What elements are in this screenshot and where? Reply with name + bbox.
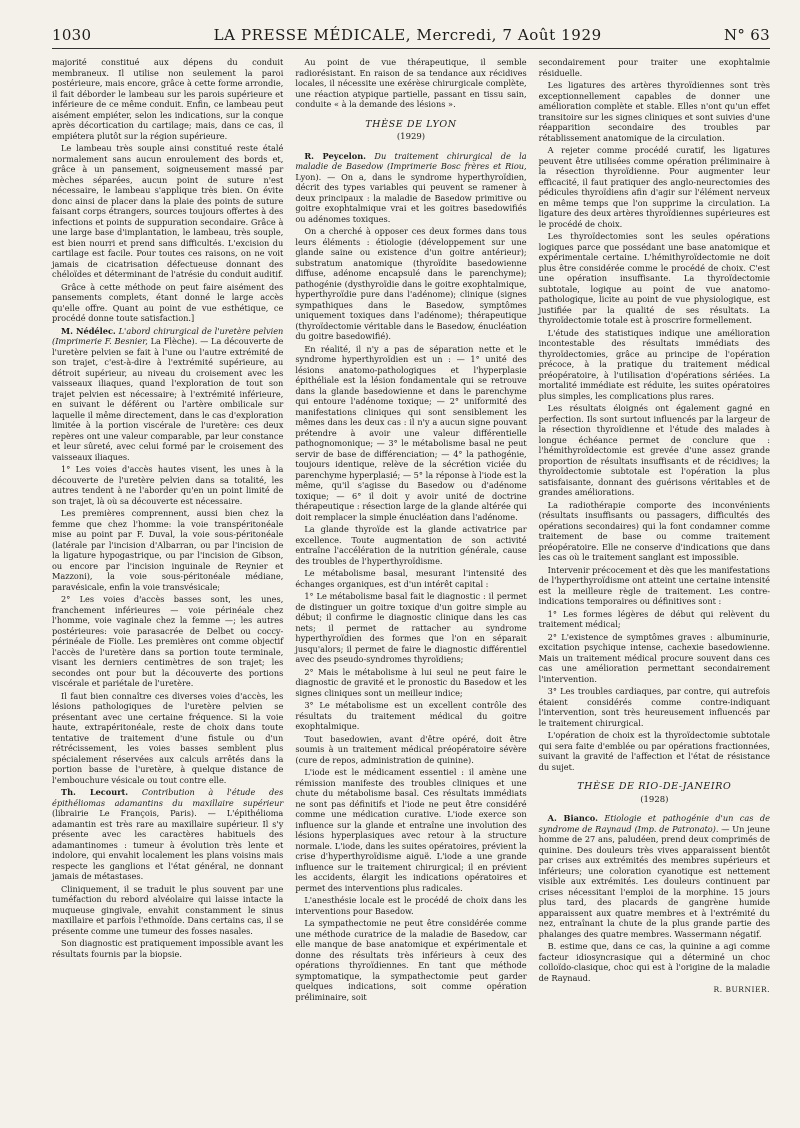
abstract-bianco xyxy=(539,813,770,939)
paragraph: 3° Le métabolisme est un excellent contrôle des résultats du traitement médical du goitre exophtalmique. xyxy=(295,700,527,731)
author: M. Nédélec. xyxy=(61,325,116,336)
author: R. Peycelon. xyxy=(304,150,367,161)
abstract-text: La Flèche). — La découverte de l'uretère pelvien se fait à l'une ou l'autre extrémité de son trajet, c'est-à-dire à l'extrémité supérieure, au détroit supérieur, au niveau du croisement avec les vaisseaux iliaques, quand l'exploration de tout son trajet pelvien est nécessaire; à l'extrémité inférieure, en suivant le déférent ou l'artère ombilicale sur laquelle il même directement, dans le cas d'exploration limitée à la portion viscérale de l'uretère: ces deux repères ont une valeur comparable, par leur constance et leur sûreté, avec celui formé par le croisement des vaisseaux iliaques. xyxy=(52,336,284,462)
paragraph: L'iode est le médicament essentiel : il amène une rémission manifeste des troubles cliniques et une chute du métabolisme basal. Ces résultats immédiats ne sont pas définitifs et l'iode ne peut être considéré comme une médication curative. L'iode exerce son influence sur la glande et entraîne une involution des lésions hyperplasiques avec retour à la structure normale. L'iode, dans les suites opératoires, prévient la crise d'hyperthyroïdisme aiguë. L'iode a une grande influence sur le traitement chirurgical; il en prévient les accidents, élargit les indications opératoires et permet des interventions plus radicales. xyxy=(295,767,527,893)
section-heading: THÈSE DE RIO-DE-JANEIRO xyxy=(577,781,732,792)
paragraph: B. estime que, dans ce cas, la quinine a agi comme facteur idiosyncrasique qui a déterminé un choc colloïdo-clasique, choc qui est à l'origine de la maladie de Raynaud. xyxy=(538,941,770,983)
columns xyxy=(52,57,770,1004)
work-title: Etiologie et pathogénie d'un cas de syndrome de Raynaud xyxy=(538,813,770,834)
running-header xyxy=(52,26,770,44)
issue-number: N° 63 xyxy=(724,26,770,44)
author: Th. Lecourt. xyxy=(61,787,129,797)
publisher: (Imprimerie Bosc frères et Riou, xyxy=(387,161,527,171)
paragraph: Le métabolisme basal, mesurant l'intensité des échanges organiques, est d'un intérêt capital : xyxy=(295,568,527,589)
paragraph: Au point de vue thérapeutique, il semble radiorésistant. En raison de sa tendance aux récidives locales, il nécessite une exérèse chirurgicale complète, une réaction atypique partielle, passant en tissu sain, conduite « à la demande des lésions ». xyxy=(295,57,527,109)
column-2 xyxy=(295,57,526,1004)
paragraph: secondairement pour traiter une exophtalmie résiduelle. xyxy=(538,57,770,78)
section-heading: THÈSE DE LYON xyxy=(365,118,457,130)
abstract-peycelon xyxy=(295,151,526,225)
section-year: (1928) xyxy=(640,794,669,805)
paragraph: Les ligatures des artères thyroïdiennes sont très exceptionnellement capables de donner une amélioration complète et stable. Elles n'ont qu'un effet transitoire sur les signes cliniques et sont suivies d'une réapparition secondaire des troubles par rétablissement anatomique de la circulation. xyxy=(538,80,770,143)
author: A. Bianco. xyxy=(547,813,598,823)
paragraph: La sympathectomie ne peut être considérée comme une méthode curatrice de la maladie de Basedow, car elle manque de base anatomique et expérimentale et donne des résultats très inférieurs à ceux des opérations thyroïdiennes. En tant que méthode symptomatique, la sympathectomie peut garder quelques indications, soit comme opération préliminaire, soit xyxy=(295,918,527,1002)
paragraph: L'anesthésie locale est le procédé de choix dans les interventions pour Basedow. xyxy=(295,895,527,916)
journal-title: LA PRESSE MÉDICALE, Mercredi, 7 Août 1929 xyxy=(213,26,602,44)
abstract-text: (librairie Le François, Paris). — L'épithélioma adamantin est très rare au maxillaire supérieur. Il s'y présente avec les caractères habituels des adamantinomes : tumeur à évolution très lente et indolore, qui envahit localement les plans voisins mais respecte les ganglions et l'état général, ne donnant jamais de métastases. xyxy=(52,808,284,881)
abstract-text: Lyon). — On a, dans le syndrome hyperthyroïdien, décrit des types variables qui peuvent se ramener à deux principaux : la maladie de Basedow primitive ou goitre exophtalmique vrai et les goitres basedowifiés ou adénomes toxiques. xyxy=(295,171,527,224)
paragraph: L'opération de choix est la thyroïdectomie subtotale qui sera faite d'emblée ou par opérations fractionnées, suivant la gravité de l'affection et l'état de résistance du sujet. xyxy=(538,730,770,772)
column-1 xyxy=(52,57,283,1004)
section-year: (1929) xyxy=(396,132,426,142)
paragraph: Son diagnostic est pratiquement impossible avant les résultats fournis par la biopsie. xyxy=(52,938,284,959)
paragraph: 2° L'existence de symptômes graves : albuminurie, excitation psychique intense, cachexie basedowienne. Mais un traitement médical procure souvent dans ces cas une amélioration permettant secondairement l'intervention. xyxy=(538,631,770,684)
paragraph: Tout basedowien, avant d'être opéré, doit être soumis à un traitement médical préopératoire sévère (cure de repos, administration de quinine). xyxy=(295,733,527,765)
header-rule xyxy=(52,48,770,49)
paragraph: On a cherché à opposer ces deux formes dans tous leurs éléments : étiologie (développement sur une glande saine ou existence d'un goitre antérieur); substratum anatomique (thyroïdite basedowienne diffuse, adénome encapsulé dans le parenchyme); pathogénie (dysthyroïdie dans le goitre exophtalmique, hyperthyroïdie pure dans l'adénome); clinique (signes sympathiques dans le Basedow, symptômes uniquement toxiques dans l'adénome); thérapeutique (thyroïdectomie véritable dans le Basedow, énucléation du goitre basedowifié). xyxy=(295,226,527,341)
abstract-nedelec xyxy=(52,326,283,463)
paragraph: A rejeter comme procédé curatif, les ligatures peuvent être utilisées comme opération préliminaire à la résection thyroïdienne. Pour augmenter leur efficacité, il faut pratiquer des anglo-neurectomies des pédicules thyroïdiens afin d'agir sur l'élément nerveux en même temps que l'on supprime la circulation. La ligature des deux artères thyroïdiennes supérieures est le procédé de choix. xyxy=(538,145,770,229)
paragraph: 1° Le métabolisme basal fait le diagnostic : il permet de distinguer un goitre toxique d'un goitre simple au début; il confirme le diagnostic clinique dans les cas nets; il permet de rattacher au syndrome hyperthyroïdien des formes que l'on en séparait jusqu'alors; il permet de faire le diagnostic différentiel avec des pseudo-syndromes thyroïdiens; xyxy=(295,591,527,664)
paragraph: Les premières comprennent, aussi bien chez la femme que chez l'homme: la voie transpéritonéale mise au point par F. Duval, la voie sous-péritonéale (latérale par l'incision d'Albarran, ou par l'incision de la ligature hypogastrique, ou par l'incision de Gibson, ou encore par l'incision inguinale de Reynier et Mazzoni), la voie sous-péritonéale médiane, paravésicale, enfin la voie transvésicale; xyxy=(52,508,284,592)
paragraph: Intervenir précocement et dès que les manifestations de l'hyperthyroïdisme ont atteint une certaine intensité est la meilleure règle de traitement. Les contre-indications temporaires ou définitives sont : xyxy=(538,564,770,606)
publisher: (Imprimerie F. Besnier, xyxy=(52,336,148,346)
publisher: (Imp. de Patronato). xyxy=(634,823,719,834)
paragraph: Le lambeau très souple ainsi constitué reste étalé normalement sans aucun enroulement des bords et, grâce à un pansement, soigneusement massé par mèches séparées, aucun point de suture n'est nécessaire, le lambeau s'applique très bien. On évite donc ainsi de placer dans la plaie des points de suture faisant corps étrangers, sources toujours offertes à des infections et points de suppuration secondaire. Grâce à une large base d'implantation, le lambeau, très souple, est bien nourri et prend sans difficultés. L'excision du cartilage est facile. Pour toutes ces raisons, on ne voit jamais de cicatrisation défectueuse donnant des chéloïdes et déterminant de l'atrésie du conduit auditif. xyxy=(52,143,284,279)
abstract-text: — Un jeune homme de 27 ans, paludéen, prend deux comprimés de quinine. Des douleurs très vives apparaissent bientôt par crises aux extrémités des membres supérieurs et inférieurs; une coloration cyanotique est nettement visible aux extrémités. Les douleurs continuent par crises nécessitant l'emploi de la morphine. 15 jours plus tard, des placards de gangrène humide apparaissent aux quatre membres et à l'extrémité du nez, entraînant la chute de la plus grande partie des phalanges des quatre membres. Wassermann négatif. xyxy=(538,823,770,939)
paragraph: La radiothérapie comporte des inconvénients (résultats insuffisants ou passagers, difficultés des opérations secondaires) qui la font condamner comme traitement de base ou comme traitement préopératoire. Elle ne conserve d'indications que dans les cas où le traitement sanglant est impossible. xyxy=(538,499,770,562)
paragraph: L'étude des statistiques indique une amélioration incontestable des résultats immédiats des thyroïdectomies, grâce au principe de l'opération précoce, à la pratique du traitement médical préopératoire, à l'utilisation d'opérations sériées. La mortalité immédiate est réduite, les suites opératoires plus simples, les complications plus rares. xyxy=(538,327,770,401)
work-title: L'abord chirurgical de l'uretère pelvien xyxy=(118,325,284,336)
paragraph: 2° Les voies d'accès basses sont, les unes, franchement inférieures — voie périnéale chez l'homme, voie vaginale chez la femme —; les autres postérieures: voie parasacrée de Delbet ou coccy-périnéale de Fiolle. Les premières ont comme objectif l'accès de l'uretère dans sa portion toute terminale, visant les derniers centimètres de son trajet; les secondes ont pour but la découverte des portions viscérale et pariétale de l'uretère. xyxy=(52,594,284,688)
paragraph: Les thyroïdectomies sont les seules opérations logiques parce que possédant une base anatomique et expérimentale certaine. L'hémithyroïdectomie ne doit plus être considérée comme le procédé de choix. C'est une opération insuffisante. La thyroïdectomie subtotale, logique au point de vue anatomo-pathologique, licite au point de vue physiologique, est justifiée par la qualité de ses résultats. La thyroïdectomie totale est à proscrire formellement. xyxy=(538,231,770,325)
paragraph: Grâce à cette méthode on peut faire aisément des pansements complets, étant donné le large accès qu'elle offre. Quant au point de vue esthétique, ce procédé donne toute satisfaction.] xyxy=(52,281,284,323)
paragraph: 1° Les formes légères de début qui relèvent du traitement médical; xyxy=(538,608,770,629)
paragraph: La glande thyroïde est la glande activatrice par excellence. Toute augmentation de son activité entraîne l'accélération de la nutrition générale, cause des troubles de l'hyperthyroïdisme. xyxy=(295,524,527,566)
work-title: Contribution à l'étude des épithéliomas adamantins du maxillaire supérieur xyxy=(52,787,284,808)
signature: R. BURNIER. xyxy=(713,985,770,994)
paragraph: 1° Les voies d'accès hautes visent, les unes à la découverte de l'uretère pelvien dans sa totalité, les autres tendent à ne l'aborder qu'en un point limité de son trajet, là où sa découverte est nécessaire. xyxy=(52,464,284,506)
paragraph: majorité constitué aux dépens du conduit membraneux. Il utilise non seulement la paroi postérieure, mais encore, grâce à cette forme arrondie, il fait déborder le lambeau sur les parois supérieure et inférieure de ce même conduit. Enfin, ce lambeau peut aisément empiéter, selon les indications, sur la conque après décortication du cartilage; mais, dans ce cas, il empiétera plutôt sur la région supérieure. xyxy=(52,57,284,141)
paragraph: Les résultats éloignés ont également gagné en perfection. Ils sont surtout influencés par la largeur de la résection thyroïdienne et l'étude des malades à longue échéance permet de conclure que : l'hémithyroïdectomie est grevée d'une assez grande proportion de résultats insuffisants et de récidives; la thyroïdectomie subtotale est l'opération la plus satisfaisante, donnant des guérisons véritables et de grandes améliorations. xyxy=(538,403,770,497)
abstract-lecourt xyxy=(52,787,283,882)
paragraph: 2° Mais le métabolisme à lui seul ne peut faire le diagnostic de gravité et le pronostic du Basedow et les signes cliniques sont un meilleur indice; xyxy=(295,666,527,698)
paragraph: En réalité, il n'y a pas de séparation nette et le syndrome hyperthyroïdien est un : — 1° unité des lésions anatomo-pathologiques et l'hyperplasie épithéliale est la lésion fondamentale qui se retrouve dans la glande basedowienne et dans le parenchyme qui entoure l'adénome toxique; — 2° uniformité des manifestations cliniques qui sont sensiblement les mêmes dans les deux cas : il n'y a aucun signe pouvant prétendre à avoir une valeur différentielle pathognomonique; — 3° le métabolisme basal ne peut servir de base de différenciation; — 4° la pathogénie, toujours identique, relève de la sécrétion viciée du parenchyme hyperplasié; — 5° la réponse à l'iode est la même, qu'il s'agisse du Basedow ou d'adénome toxique; — 6° il doit y avoir unité de doctrine thérapeutique : résection large de la glande altérée qui doit remplacer la simple énucléation dans l'adénome. xyxy=(295,343,527,522)
paragraph: 3° Les troubles cardiaques, par contre, qui autrefois étaient considérés comme contre-indiquant l'intervention, sont très heureusement influencés par le traitement chirurgical. xyxy=(538,686,770,728)
paragraph: Il faut bien connaître ces diverses voies d'accès, les lésions pathologiques de l'uretère pelvien se présentant avec une certaine fréquence. Si la voie haute, extrapéritonéale, reste de choix dans toute tentative de traitement d'une fistule ou d'un rétrécissement, les voies basses semblent plus spécialement réservées aux calculs arrêtés dans la portion basse de l'uretère, à quelque distance de l'embouchure vésicale ou tout contre elle. xyxy=(52,690,284,785)
page-number: 1030 xyxy=(52,26,92,44)
work-title: Du traitement chirurgical de la maladie de Basedow xyxy=(295,150,527,171)
column-3 xyxy=(539,57,770,1004)
paragraph: Cliniquement, il se traduit le plus souvent par une tuméfaction du rebord alvéolaire qui laisse intacte la muqueuse gingivale, envahit constamment le sinus maxillaire et parfois l'ethmoïde. Dans certains cas, il se présente comme une tumeur des fosses nasales. xyxy=(52,883,284,936)
